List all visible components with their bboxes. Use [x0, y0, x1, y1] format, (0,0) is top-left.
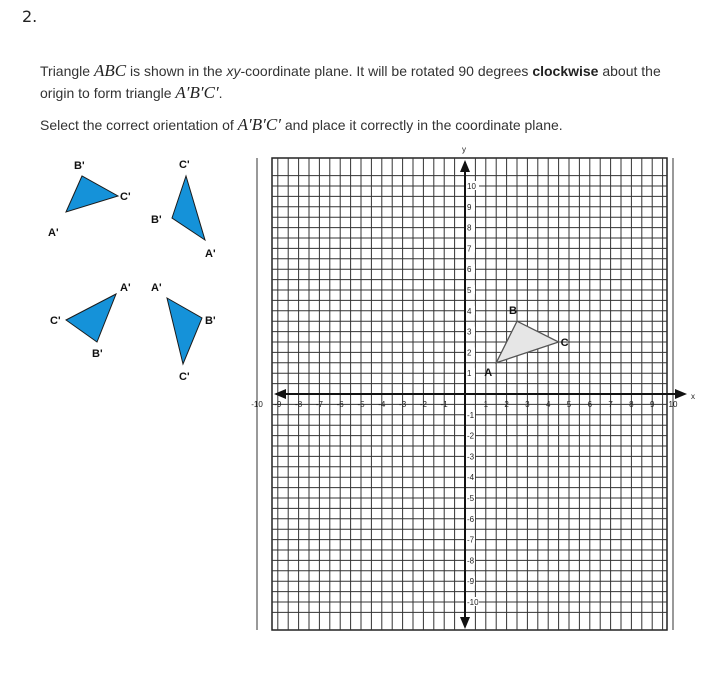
y-tick-label: 8	[467, 223, 472, 233]
x-tick-label: -7	[315, 400, 323, 409]
x-tick-label: 6	[587, 400, 593, 409]
x-tick-label: -10	[251, 400, 263, 409]
y-tick-label: 6	[467, 265, 472, 275]
label-c: C	[560, 337, 569, 349]
option-3-triangle	[66, 294, 116, 342]
x-tick-label: -8	[295, 400, 303, 409]
option-1-label-c: C'	[120, 191, 131, 203]
prompt-line-2: Select the correct orientation of A′B′C′ and place it correctly in the coordinate plane.	[40, 115, 563, 134]
y-tick-label: -2	[467, 431, 475, 441]
y-tick-label: -7	[467, 535, 475, 545]
option-2-triangle	[172, 176, 205, 240]
x-tick-label: -1	[440, 400, 448, 409]
y-tick-label: -1	[467, 410, 475, 420]
x-tick-label: -4	[378, 400, 386, 409]
y-tick-label: 10	[467, 182, 476, 191]
x-tick-label: -5	[357, 400, 365, 409]
y-tick-label: 1	[467, 369, 472, 379]
y-tick-label: -9	[467, 577, 475, 587]
y-tick-label: 5	[467, 286, 472, 295]
option-3-label-b: B'	[92, 348, 103, 360]
x-tick-label: 8	[629, 400, 634, 409]
y-tick-label: 7	[467, 244, 472, 254]
x-tick-label: 2	[504, 400, 509, 409]
option-1-label-b: B'	[74, 160, 85, 172]
x-tick-label: 10	[668, 400, 678, 409]
y-tick-label: 2	[467, 348, 472, 358]
x-tick-label: 3	[525, 400, 530, 409]
y-axis-label: y	[462, 145, 466, 154]
x-tick-label: 1	[483, 400, 489, 409]
y-tick-label: -3	[467, 452, 475, 462]
coordinate-plane[interactable]	[251, 145, 695, 630]
option-4-label-b: B'	[205, 315, 216, 327]
option-4[interactable]	[151, 282, 216, 383]
x-tick-label: -3	[399, 400, 407, 409]
option-2[interactable]	[151, 159, 216, 260]
option-1[interactable]	[48, 160, 131, 239]
option-4-triangle	[167, 298, 202, 364]
x-tick-label: -6	[336, 400, 344, 409]
option-4-label-c: C'	[179, 371, 190, 383]
y-tick-label: 4	[467, 306, 472, 316]
label-a: A	[484, 366, 493, 379]
option-1-triangle	[66, 176, 118, 212]
x-tick-label: 5	[566, 400, 572, 409]
y-tick-label: -8	[467, 556, 475, 566]
x-axis-arrow-right	[675, 389, 687, 399]
y-tick-label: -4	[467, 473, 475, 483]
question-number: 2.	[22, 7, 38, 26]
x-tick-label: 4	[545, 400, 551, 409]
option-3[interactable]	[50, 282, 131, 360]
y-tick-label: -10	[467, 598, 479, 607]
y-tick-label: 9	[467, 202, 472, 212]
option-2-label-a: A'	[205, 248, 216, 260]
label-b: B	[509, 305, 517, 318]
x-axis-label: x	[691, 392, 695, 401]
y-tick-label: -6	[467, 514, 475, 524]
prompt-line-1: Triangle ABC is shown in the xy-coordinate plane. It will be rotated 90 degrees clockwise about the origin to form triangle A′B′C′.	[40, 61, 661, 102]
x-tick-label: 9	[649, 400, 655, 409]
x-tick-label: -9	[274, 400, 282, 409]
option-4-label-a: A'	[151, 282, 162, 294]
x-tick-label: 7	[608, 400, 613, 409]
option-2-label-c: C'	[179, 159, 190, 171]
y-tick-label: -5	[467, 494, 475, 503]
option-2-label-b: B'	[151, 214, 162, 226]
x-tick-label: -2	[419, 400, 427, 409]
option-1-label-a: A'	[48, 227, 59, 239]
option-3-label-c: C'	[50, 315, 61, 327]
y-tick-label: 3	[467, 327, 472, 337]
option-3-label-a: A'	[120, 282, 131, 294]
